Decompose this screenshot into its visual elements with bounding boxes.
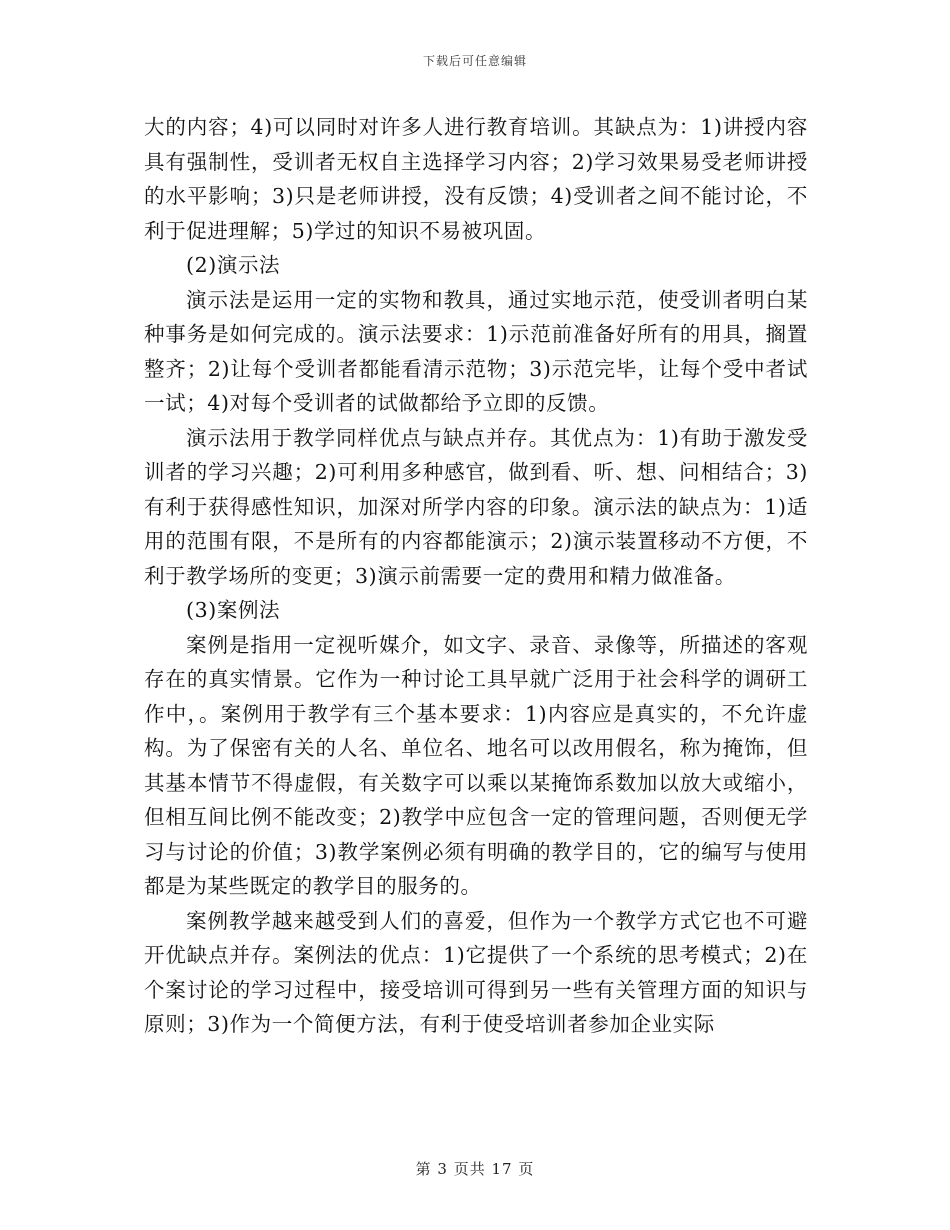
paragraph-lecture-cont: 大的内容；4)可以同时对许多人进行教育培训。其缺点为：1)讲授内容具有强制性，受训者无权自主选择学习内容；2)学习效果易受老师讲授的水平影响；3)只是老师讲授，没有反馈；4)受训者之间不能讨论，不利于促进理解；5)学过的知识不易被巩固。 (144, 115, 808, 243)
document-body (144, 110, 808, 1042)
section-heading-demonstration: (2)演示法 (186, 253, 281, 277)
section-heading-case-study: (3)案例法 (186, 598, 281, 622)
paragraph-demonstration-pros-cons: 演示法用于教学同样优点与缺点并存。其优点为：1)有助于激发受训者的学习兴趣；2)可利用多种感官，做到看、听、想、问相结合；3)有利于获得感性知识，加深对所学内容的印象。演示法的缺点为：1)适用的范围有限，不是所有的内容都能演示；2)演示装置移动不方便，不利于教学场所的变更；3)演示前需要一定的费用和精力做准备。 (144, 425, 808, 588)
paragraph-case-study-def: 案例是指用一定视听媒介，如文字、录音、录像等，所描述的客观存在的真实情景。它作为一种讨论工具早就广泛用于社会科学的调研工作中，。案例用于教学有三个基本要求：1)内容应是真实的，不允许虚构。为了保密有关的人名、单位名、地名可以改用假名，称为掩饰，但其基本情节不得虚假，有关数字可以乘以某掩饰系数加以放大或缩小，但相互间比例不能改变；2)教学中应包含一定的管理问题，否则便无学习与讨论的价值；3)教学案例必须有明确的教学目的，它的编写与使用都是为某些既定的教学目的服务的。 (144, 632, 808, 898)
paragraph-case-study-pros: 案例教学越来越受到人们的喜爱，但作为一个教学方式它也不可避开优缺点并存。案例法的优点：1)它提供了一个系统的思考模式；2)在个案讨论的学习过程中，接受培训可得到另一些有关管理方面的知识与原则；3)作为一个简便方法，有利于使受培训者参加企业实际 (144, 908, 808, 1036)
page-header: 下载后可任意编辑 (422, 54, 527, 68)
paragraph-demonstration-def: 演示法是运用一定的实物和教具，通过实地示范，使受训者明白某种事务是如何完成的。演示法要求：1)示范前准备好所有的用具，搁置整齐；2)让每个受训者都能看清示范物；3)示范完毕，让每个受中者试一试；4)对每个受训者的试做都给予立即的反馈。 (144, 287, 808, 415)
page-footer: 第 3 页共 17 页 (415, 1160, 535, 1178)
